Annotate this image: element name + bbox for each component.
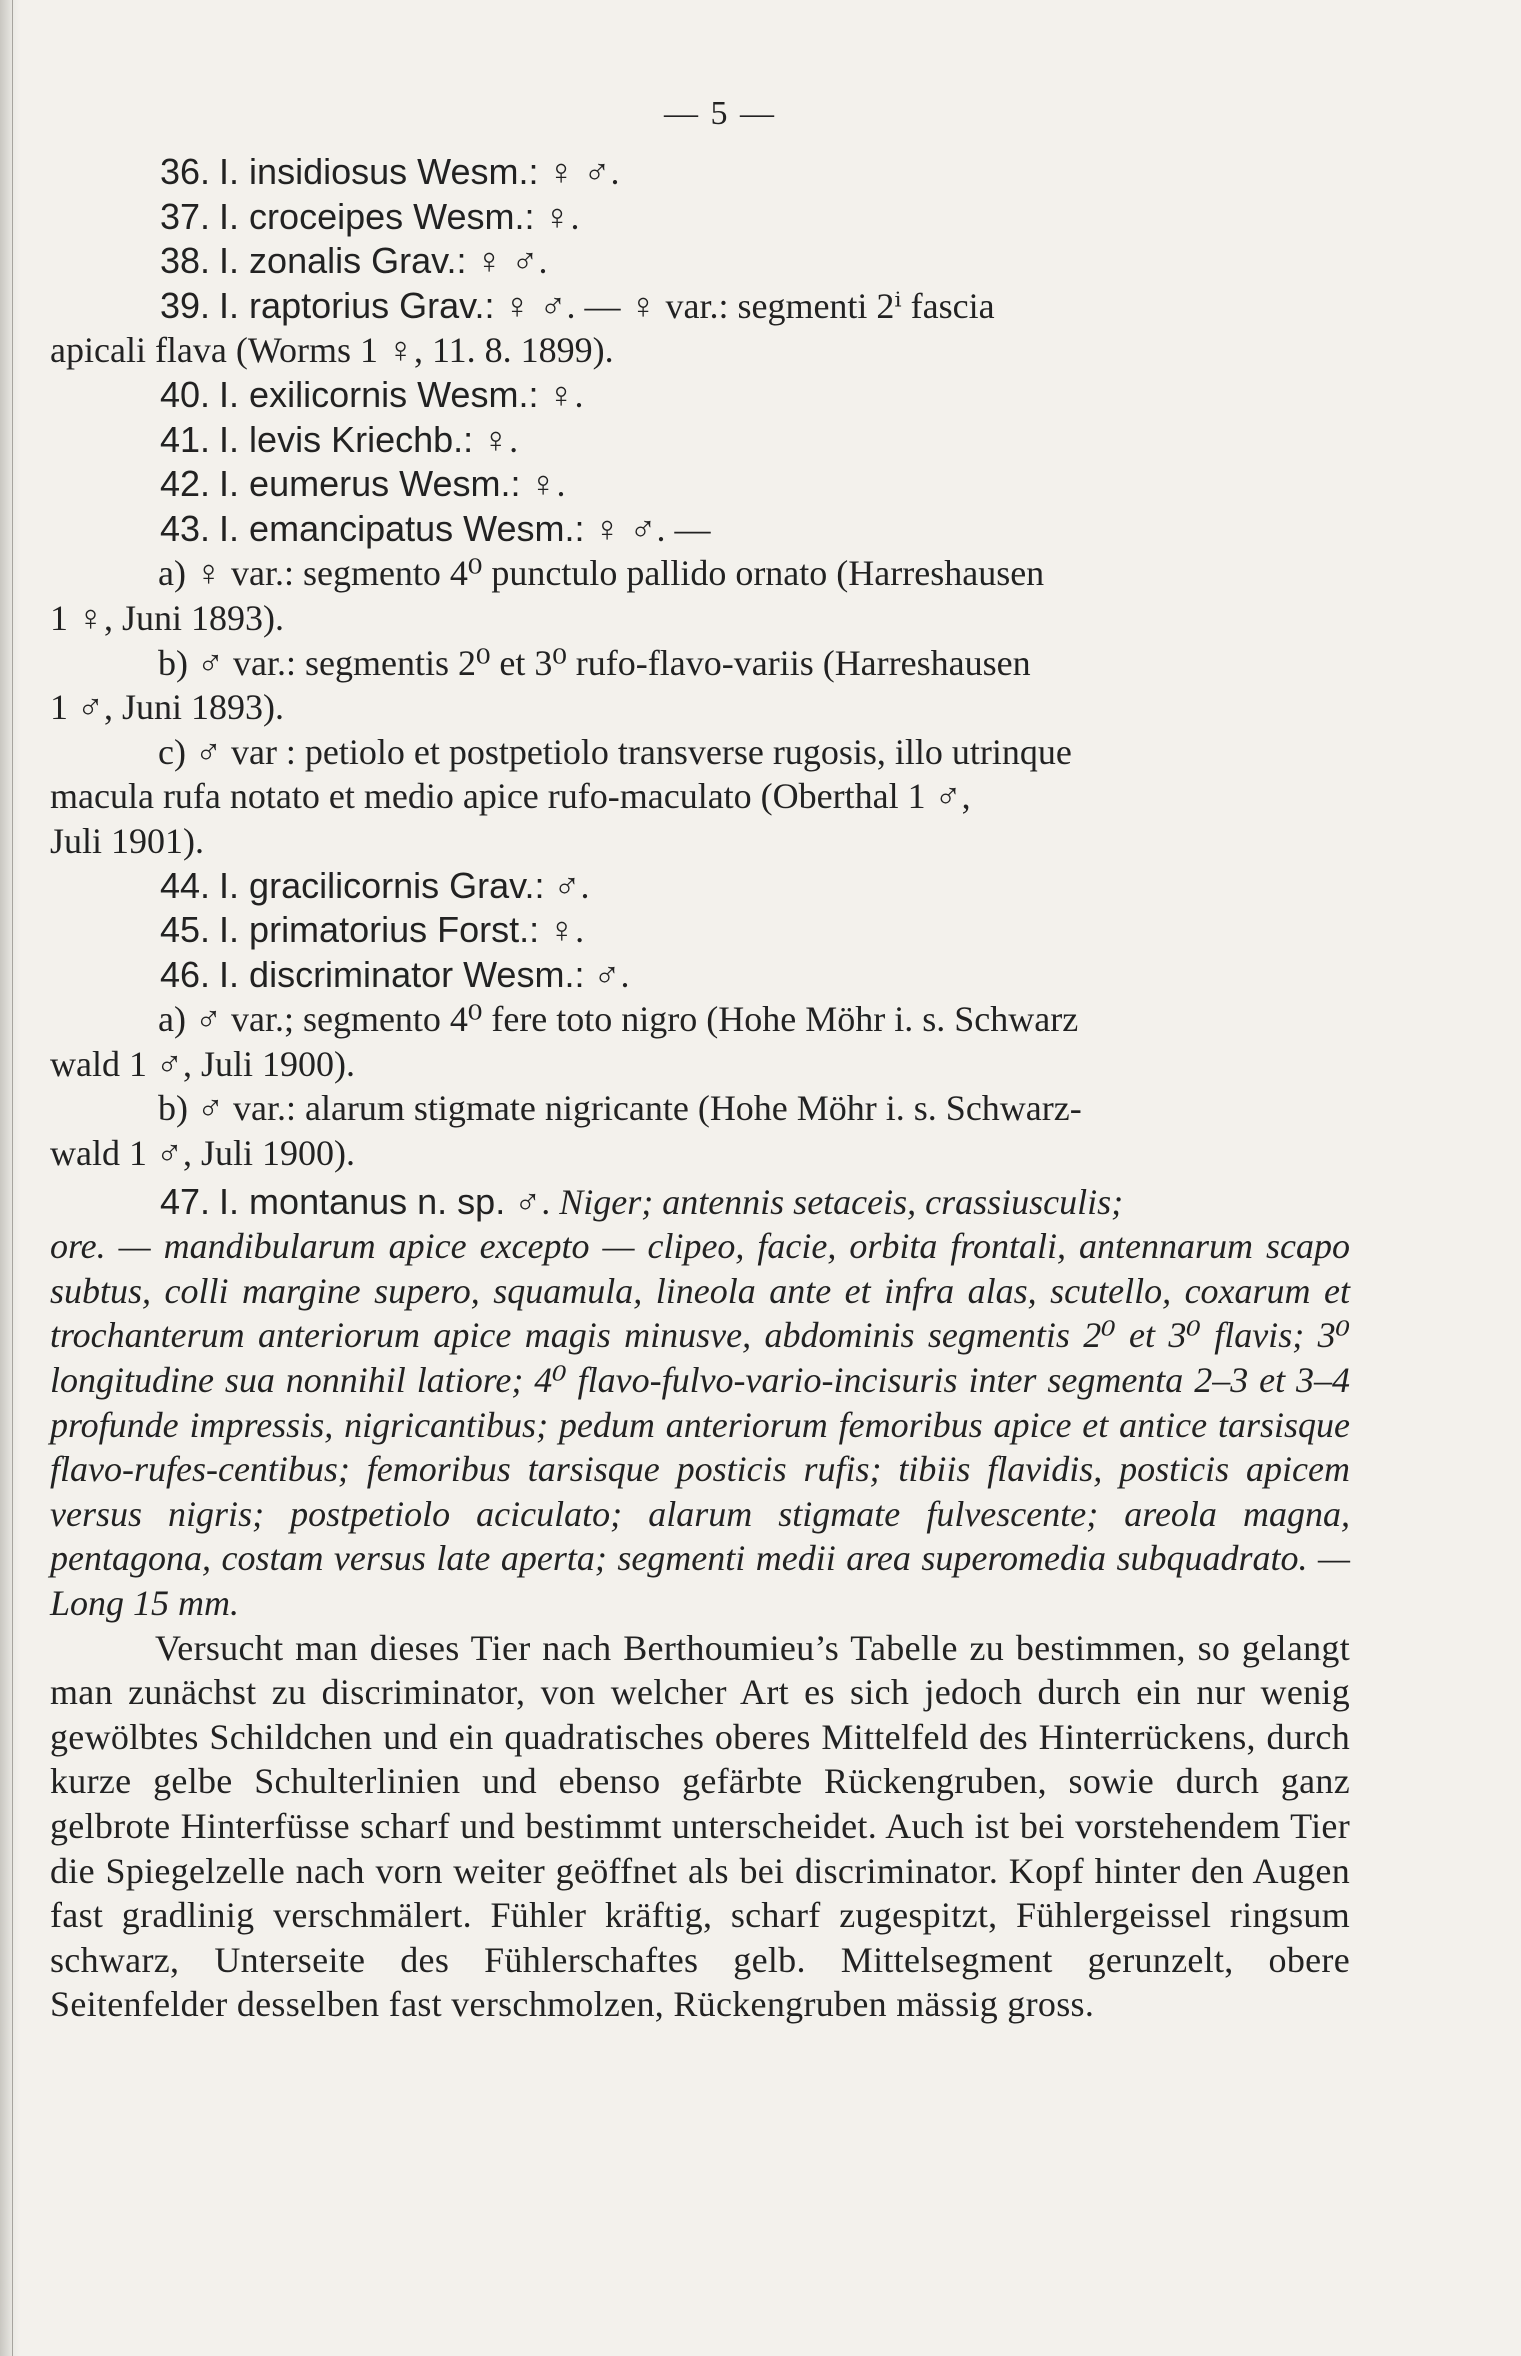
entry-47: 47. I. montanus n. sp. ♂. Niger; antennis setaceis, crassiusculis; ore. — mandibularum apice excepto — clipeo, facie, orbita frontali, antennarum scapo subtus, colli margine supero, squamula, lineola ante et infra alas, scutello, coxarum et trochanterum anteriorum apice magis minusve, abdominis segmentis 2⁰ et 3⁰ flavis; 3⁰ longitudine sua nonnihil latiore; 4⁰ flavo-fulvo-vario-incisuris inter segmenta 2–3 et 3–4 profunde impressis, nigricantibus; pedum anteriorum femoribus apice et antice tarsisque flavo-rufes-centibus; femoribus tarsisque posticis rufis; tibiis flavidis, posticis apicem versus nigris; postpetiolo aciculato; alarum stigmate fulvescente; areola magna, pentagona, costam versus late aperta; segmenti medii area superomedia subquadrato. — Long 15 mm. [50, 1180, 1350, 1626]
entry-39-continuation: apicali flava (Worms 1 ♀, 11. 8. 1899). [50, 330, 614, 371]
variety-43c-rest: macula rufa notato et medio apice rufo-maculato (Oberthal 1 ♂, Juli 1901). [50, 776, 971, 861]
entry-42: 42. I. eumerus Wesm.: ♀. [160, 463, 566, 505]
german-paragraph: Versucht man dieses Tier nach Berthoumieu’s Tabelle zu bestimmen, so gelangt man zunächst zu discriminator, von welcher Art es sich jedoch durch ein nur wenig gewölbtes Schildchen und ein quadratisches oberes Mittelfeld des Hinterrückens, durch kurze gelbe Schulterlinien und ebenso gefärbte Rückengruben, sowie durch ganz gelbrote Hinterfüsse scharf und bestimmt unterscheidet. Auch ist bei vorstehendem Tier die Spiegelzelle nach vorn weiter geöffnet als bei discriminator. Kopf hinter den Augen fast gradlinig verschmälert. Fühler kräftig, scharf zugespitzt, Fühlergeissel ringsum schwarz, Unterseite des Fühlerschaftes gelb. Mittelsegment gerunzelt, obere Seitenfelder desselben fast verschmolzen, Rückengruben mässig gross. [50, 1627, 1350, 2025]
entry-43: 43. I. emancipatus Wesm.: ♀ ♂. — [160, 507, 711, 549]
species-description: ore. — mandibularum apice excepto — clipeo, facie, orbita frontali, antennarum scapo subtus, colli margine supero, squamula, lineola ante et infra alas, scutello, coxarum et trochanterum anteriorum apice magis minusve, abdominis segmentis 2⁰ et 3⁰ flavis; 3⁰ longitudine sua nonnihil latiore; 4⁰ flavo-fulvo-vario-incisuris inter segmenta 2–3 et 3–4 profunde impressis, nigricantibus; pedum anteriorum femoribus apice et antice tarsisque flavo-rufes-centibus; femoribus tarsisque posticis rufis; tibiis flavidis, posticis apicem versus nigris; postpetiolo aciculato; alarum stigmate fulvescente; areola magna, pentagona, costam versus late aperta; segmenti medii area superomedia subquadrato. — Long 15 mm. [50, 1226, 1350, 1623]
page-content [50, 90, 1350, 2027]
page-number: — 5 — [664, 95, 776, 132]
page-fold-shadow [0, 0, 20, 2356]
entry-41: 41. I. levis Kriechb.: ♀. [160, 418, 519, 460]
entry-36: 36. I. insidiosus Wesm.: ♀ ♂. [160, 151, 620, 192]
entry-37: 37. I. croceipes Wesm.: ♀. [160, 195, 580, 237]
entry-39: 39. I. raptorius Grav.: ♀ ♂. — ♀ var.: segmenti 2ⁱ fascia apicali flava (Worms 1 ♀, 11. 8. 1899). [50, 284, 1350, 373]
variety-43c: c) ♂ var : petiolo et postpetiolo transverse rugosis, illo utrinque macula rufa notato et medio apice rufo-maculato (Oberthal 1 ♂, Juli 1901). [50, 730, 1350, 864]
entry-45: 45. I. primatorius Forst.: ♀. [160, 909, 585, 951]
variety-46b: b) ♂ var.: alarum stigmate nigricante (Hohe Möhr i. s. Schwarz- wald 1 ♂, Juli 1900). [50, 1088, 1082, 1174]
variety-43b: b) ♂ var.: segmentis 2⁰ et 3⁰ rufo-flavo-variis (Harreshausen 1 ♂, Juni 1893). [50, 642, 1031, 728]
entry-44: 44. I. gracilicornis Grav.: ♂. [160, 864, 590, 906]
variety-46a: a) ♂ var.; segmento 4⁰ fere toto nigro (Hohe Möhr i. s. Schwarz wald 1 ♂, Juli 1900). [50, 999, 1079, 1084]
entry-38: 38. I. zonalis Grav.: ♀ ♂. [160, 240, 548, 282]
page-fold-line [12, 0, 13, 2356]
variety-43a: a) ♀ var.: segmento 4⁰ punctulo pallido ornato (Harreshausen 1 ♀, Juni 1893). [50, 553, 1045, 638]
entry-40: 40. I. exilicornis Wesm.: ♀. [160, 373, 584, 415]
entry-46: 46. I. discriminator Wesm.: ♂. [160, 953, 630, 995]
